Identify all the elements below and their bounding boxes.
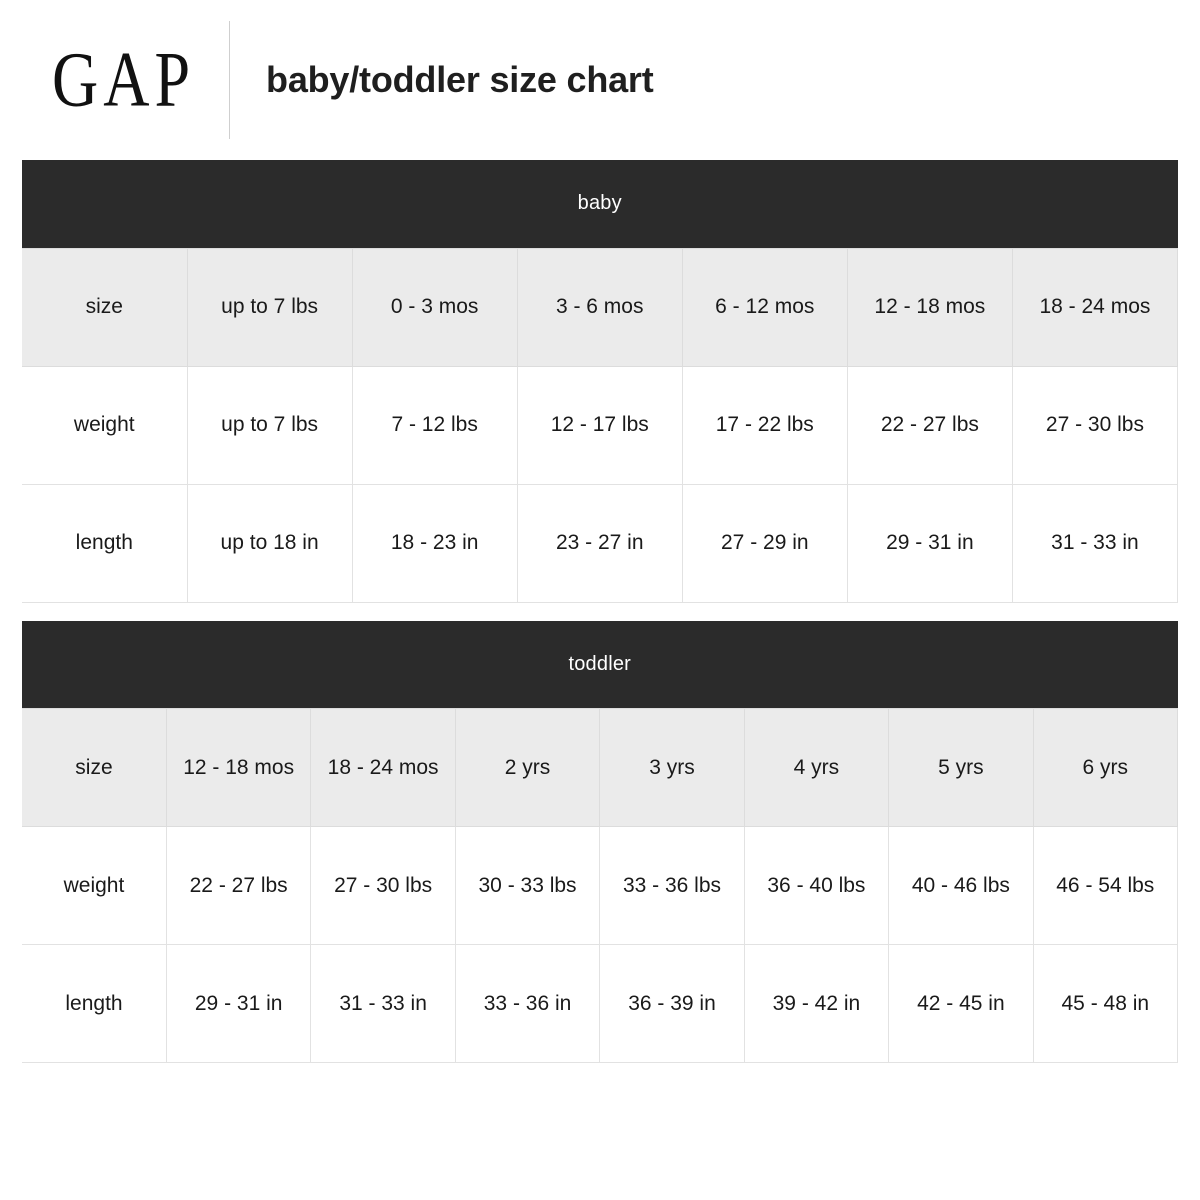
table-cell: 27 - 30 lbs: [1012, 366, 1177, 484]
baby-size-table: [22, 160, 1178, 603]
row-label-size: size: [22, 248, 187, 366]
table-cell: 39 - 42 in: [744, 945, 888, 1063]
table-cell: 12 - 18 mos: [166, 709, 310, 827]
page-header: [0, 0, 1200, 160]
table-spacer: [0, 603, 1200, 621]
table-cell: up to 18 in: [187, 484, 352, 602]
table-cell: 7 - 12 lbs: [352, 366, 517, 484]
table-cell: 18 - 24 mos: [311, 709, 455, 827]
baby-weight-row: [22, 366, 1178, 484]
table-cell: 27 - 29 in: [682, 484, 847, 602]
table-cell: 6 - 12 mos: [682, 248, 847, 366]
baby-size-row: [22, 248, 1178, 366]
table-cell: 30 - 33 lbs: [455, 827, 599, 945]
table-cell: 40 - 46 lbs: [889, 827, 1033, 945]
table-cell: 36 - 40 lbs: [744, 827, 888, 945]
table-cell: 42 - 45 in: [889, 945, 1033, 1063]
table-cell: up to 7 lbs: [187, 248, 352, 366]
table-cell: 33 - 36 lbs: [600, 827, 744, 945]
table-cell: 4 yrs: [744, 709, 888, 827]
baby-table-container: [0, 160, 1200, 603]
table-cell: 0 - 3 mos: [352, 248, 517, 366]
table-cell: 31 - 33 in: [311, 945, 455, 1063]
table-cell: 45 - 48 in: [1033, 945, 1177, 1063]
table-cell: 18 - 24 mos: [1012, 248, 1177, 366]
toddler-band-row: [22, 621, 1178, 709]
table-cell: 29 - 31 in: [166, 945, 310, 1063]
table-cell: 29 - 31 in: [847, 484, 1012, 602]
toddler-size-row: [22, 709, 1178, 827]
table-cell: 46 - 54 lbs: [1033, 827, 1177, 945]
table-cell: 6 yrs: [1033, 709, 1177, 827]
table-cell: 27 - 30 lbs: [311, 827, 455, 945]
table-cell: 17 - 22 lbs: [682, 366, 847, 484]
table-cell: 5 yrs: [889, 709, 1033, 827]
table-cell: 23 - 27 in: [517, 484, 682, 602]
row-label-length: length: [22, 484, 187, 602]
table-cell: 22 - 27 lbs: [166, 827, 310, 945]
row-label-length: length: [22, 945, 166, 1063]
page-title: baby/toddler size chart: [266, 59, 654, 100]
table-cell: 33 - 36 in: [455, 945, 599, 1063]
table-cell: up to 7 lbs: [187, 366, 352, 484]
baby-band-label: baby: [22, 160, 1178, 248]
baby-length-row: [22, 484, 1178, 602]
table-cell: 36 - 39 in: [600, 945, 744, 1063]
table-cell: 3 yrs: [600, 709, 744, 827]
table-cell: 12 - 18 mos: [847, 248, 1012, 366]
toddler-band-label: toddler: [22, 621, 1178, 709]
table-cell: 18 - 23 in: [352, 484, 517, 602]
table-cell: 22 - 27 lbs: [847, 366, 1012, 484]
toddler-length-row: [22, 945, 1178, 1063]
gap-logo: GAP: [52, 36, 196, 123]
toddler-size-table: [22, 621, 1178, 1064]
table-cell: 31 - 33 in: [1012, 484, 1177, 602]
row-label-weight: weight: [22, 827, 166, 945]
toddler-table-container: [0, 621, 1200, 1064]
baby-band-row: [22, 160, 1178, 248]
row-label-size: size: [22, 709, 166, 827]
table-cell: 3 - 6 mos: [517, 248, 682, 366]
table-cell: 12 - 17 lbs: [517, 366, 682, 484]
table-cell: 2 yrs: [455, 709, 599, 827]
row-label-weight: weight: [22, 366, 187, 484]
toddler-weight-row: [22, 827, 1178, 945]
